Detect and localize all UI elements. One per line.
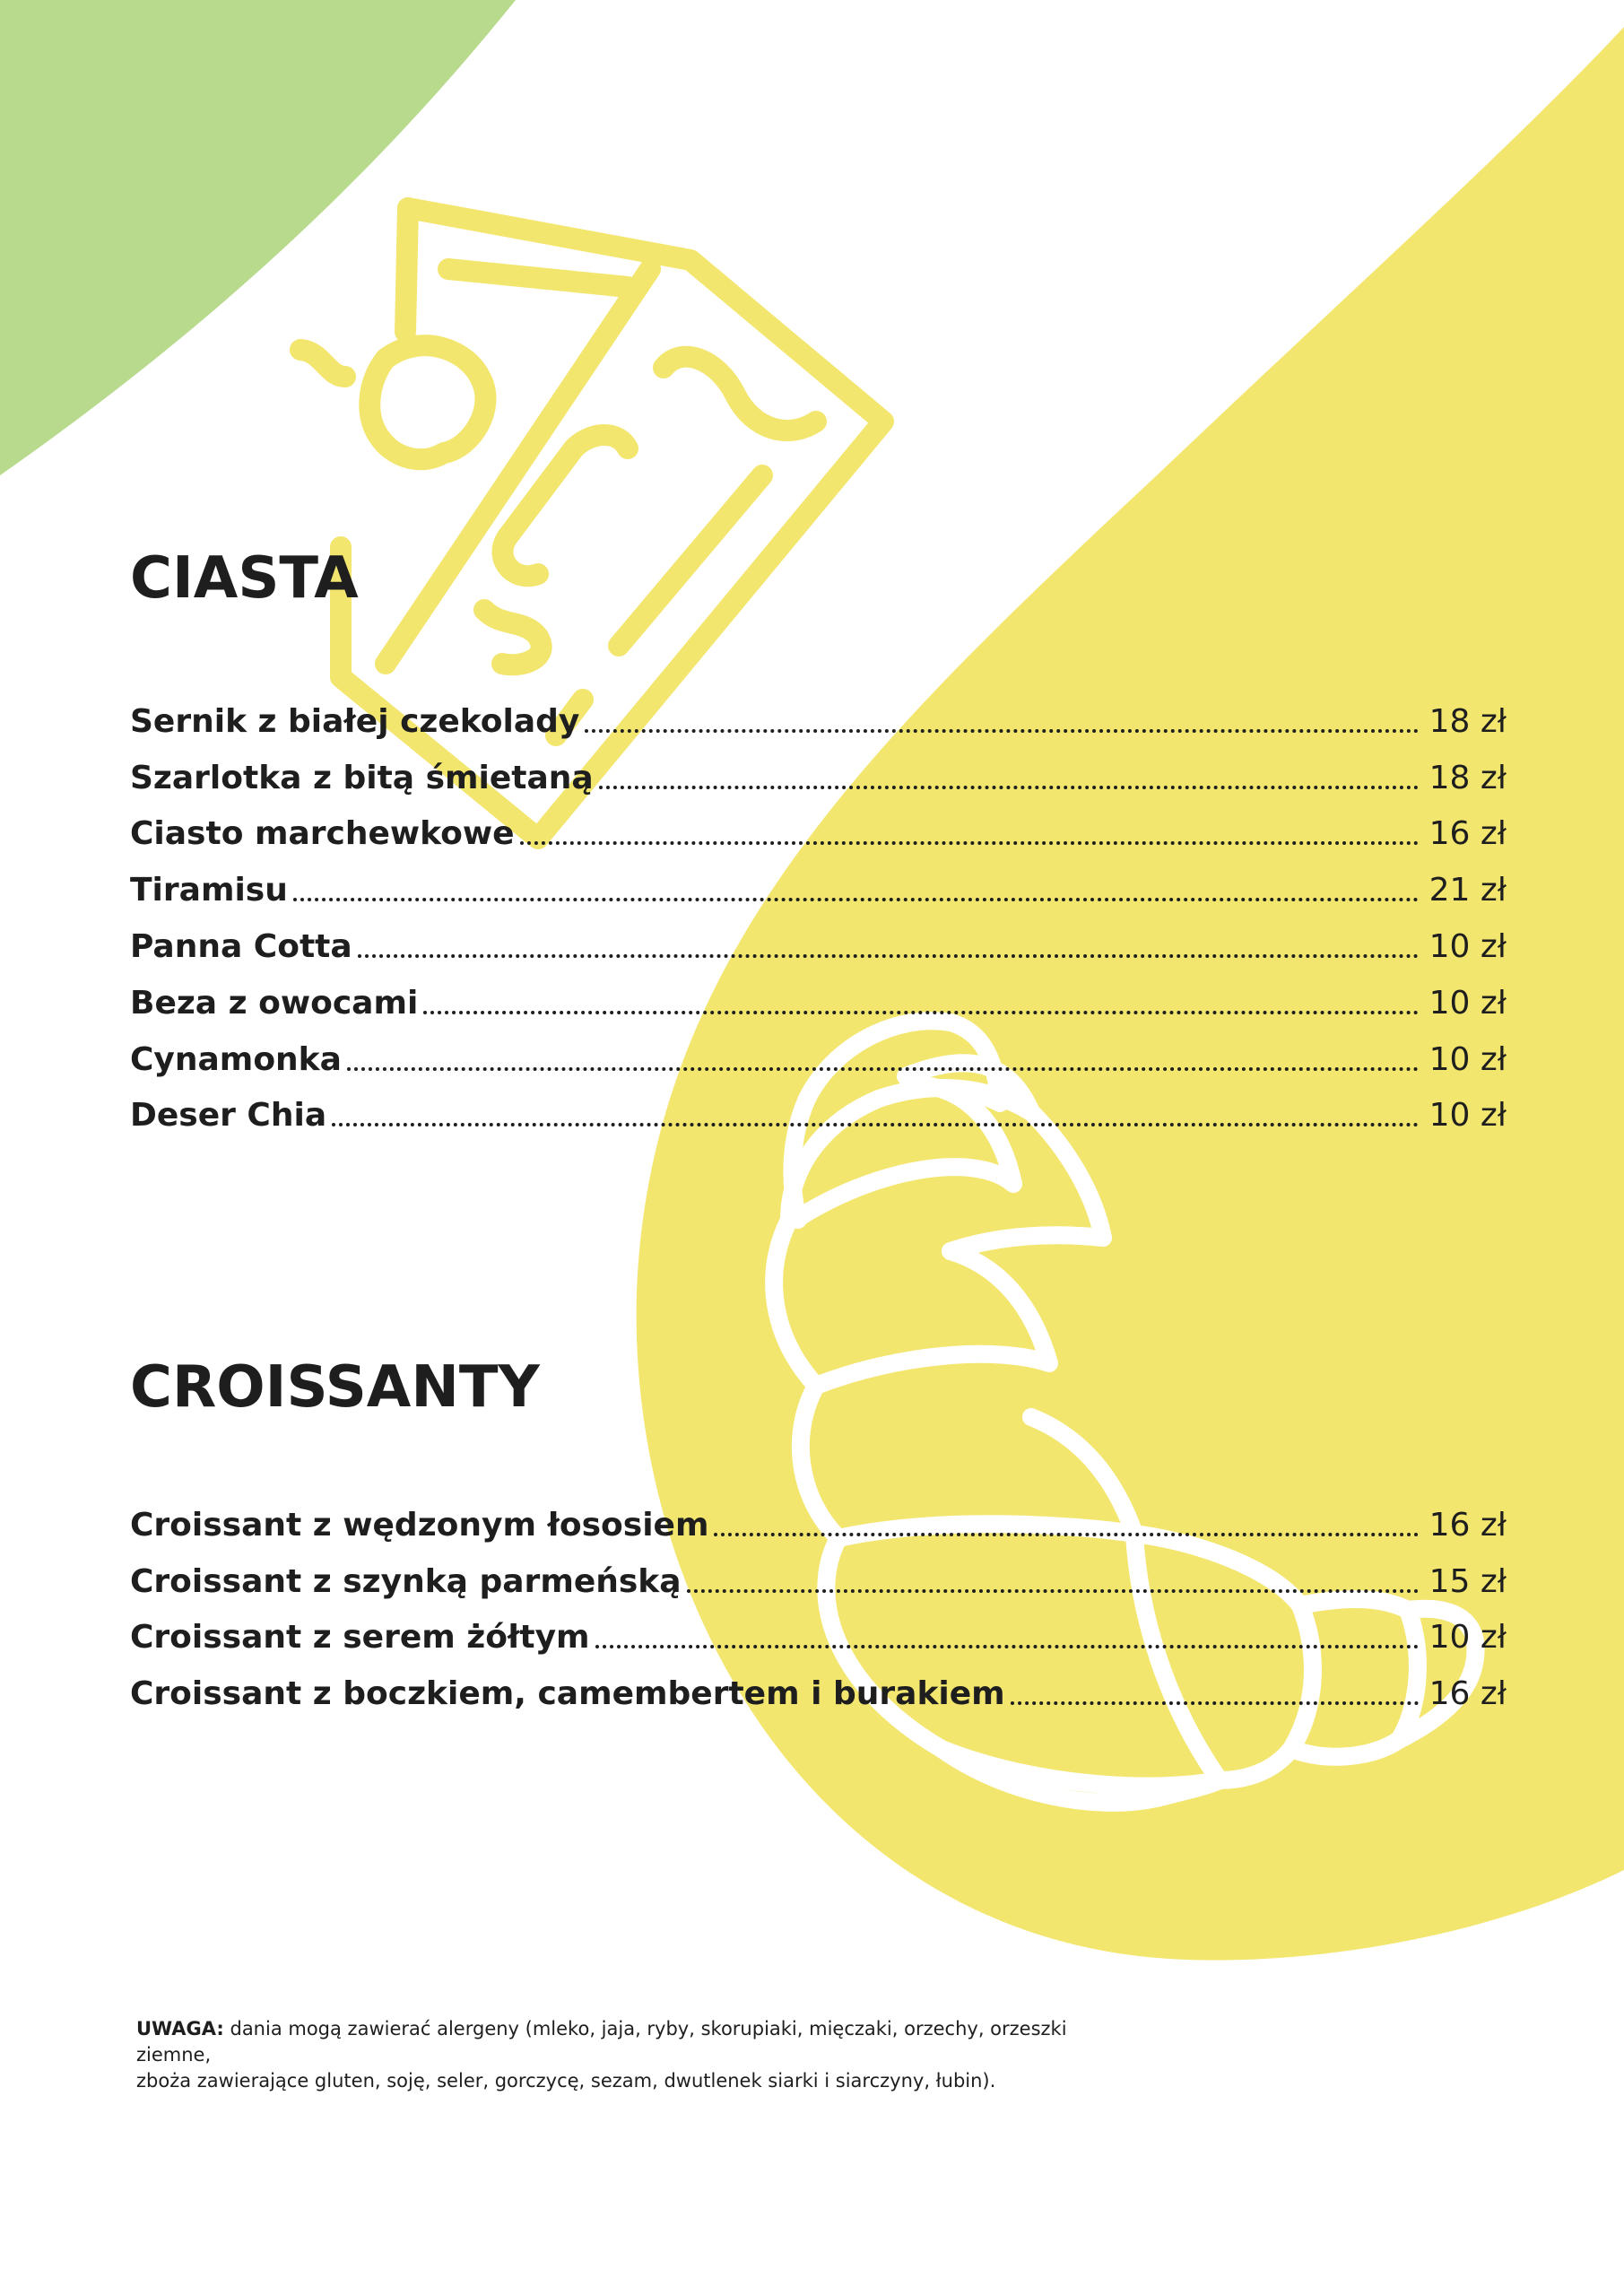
item-name: Beza z owocami [130,984,419,1022]
menu-item [130,1485,1507,1542]
menu-item [130,1598,1507,1655]
section-title-ciasta: CIASTA [130,545,359,612]
section-title-croissanty: CROISSANTY [130,1354,540,1421]
item-price: 10 zł [1429,984,1507,1022]
item-name: Szarlotka z bitą śmietaną [130,759,594,796]
item-name: Tiramisu [130,872,288,909]
item-name: Ciasto marchewkowe [130,815,515,853]
green-blob [0,0,516,475]
menu-item [130,1654,1507,1713]
item-price: 15 zł [1429,1562,1507,1600]
item-price: 18 zł [1429,759,1507,796]
menu-item [130,850,1507,907]
item-name: Croissant z wędzonym łososiem [130,1506,709,1544]
dotted-leader [358,954,1419,958]
dotted-leader [293,898,1419,901]
menu-item [130,738,1507,795]
note-text-2: zboża zawierające gluten, soję, seler, gorczycę, sezam, dwutlenek siarki i siarczyny, łubin). [136,2070,996,2092]
note-text: dania mogą zawierać alergeny (mleko, jaja, ryby, skorupiaki, mięczaki, orzechy, orzeszki ziemne, [136,2018,1067,2066]
dotted-leader [347,1067,1419,1071]
dotted-leader [687,1589,1419,1593]
item-price: 16 zł [1429,1506,1507,1544]
menu-list-croissanty [130,1485,1507,1713]
item-price: 10 zł [1429,1040,1507,1078]
dotted-leader [1011,1701,1419,1705]
item-price: 10 zł [1429,927,1507,965]
item-price: 18 zł [1429,702,1507,740]
item-price: 16 zł [1429,1675,1507,1713]
item-price: 10 zł [1429,1619,1507,1657]
dotted-leader [520,841,1419,845]
item-name: Sernik z białej czekolady [130,702,580,740]
dotted-leader [714,1533,1418,1536]
dotted-leader [599,786,1419,789]
menu-item [130,1020,1507,1076]
dotted-leader [585,729,1418,733]
note-label: UWAGA: [136,2018,224,2039]
menu-item [130,1076,1507,1133]
dotted-leader [423,1011,1418,1014]
item-name: Croissant z szynką parmeńską [130,1562,682,1600]
menu-item [130,907,1507,963]
dotted-leader [595,1645,1419,1648]
item-name: Croissant z boczkiem, camembertem i burakiem [130,1675,1005,1713]
item-name: Croissant z serem żółtym [130,1619,590,1657]
item-price: 16 zł [1429,815,1507,853]
menu-item [130,963,1507,1020]
menu-item [130,682,1507,738]
item-price: 10 zł [1429,1097,1507,1135]
item-name: Cynamonka [130,1040,342,1078]
dotted-leader [332,1123,1418,1126]
menu-item [130,1542,1507,1598]
item-name: Deser Chia [130,1097,327,1135]
menu-item [130,795,1507,851]
menu-list-ciasta [130,682,1507,1135]
allergen-note [136,2016,1123,2094]
item-name: Panna Cotta [130,927,352,965]
item-price: 21 zł [1429,872,1507,909]
